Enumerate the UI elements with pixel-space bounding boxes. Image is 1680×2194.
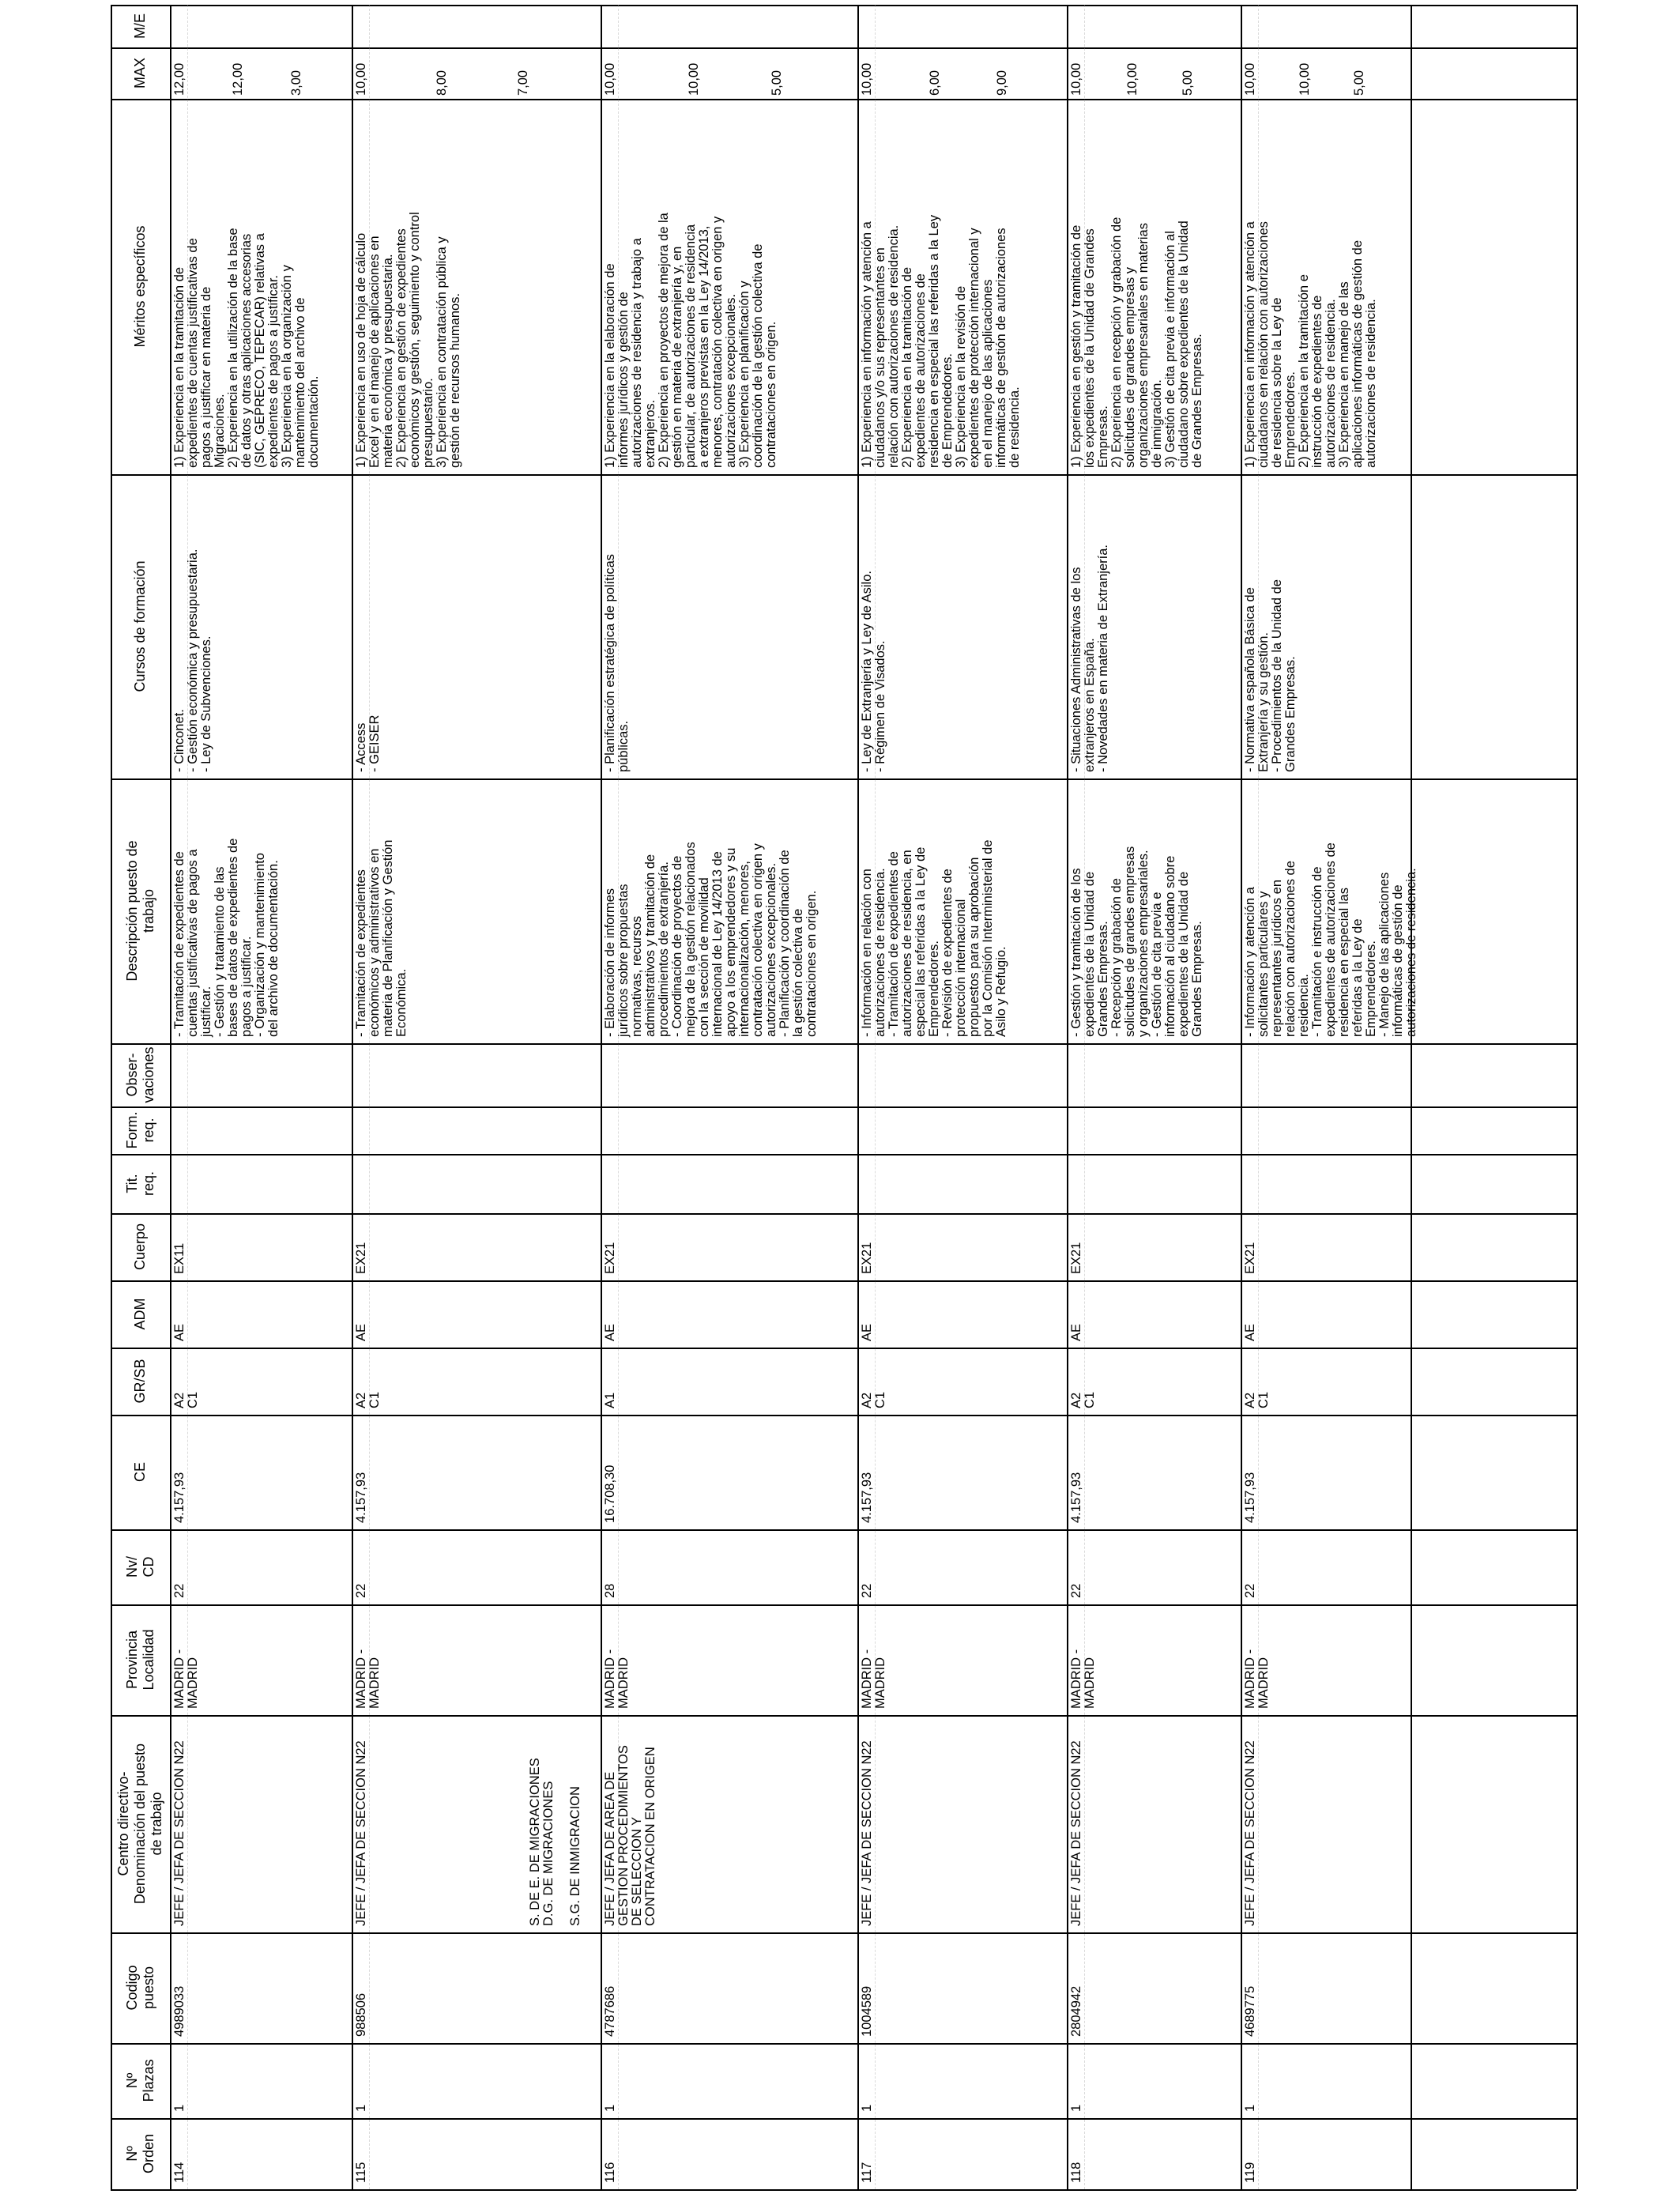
row-115-cursos-cell [352,474,601,778]
row-115-plazas-cell [352,2043,601,2118]
row-117-cursos-cell [857,474,1067,778]
header-grupo: GR/SB [132,1359,148,1404]
row-118-orden-cell [1067,2118,1241,2189]
row-116-ce: 16.708,30 [603,1465,617,1523]
row-114-max-2: 12,00 [231,62,245,96]
row-119-descripcion: - Información y atención a solicitantes particulares y representantes jurídicos en relación con autorizaciones de residencia. - Tramitación e instrucción de expedientes de autorizaciones de residencia en especial las referidas a la Ley de Emprendedores. - Manejo de las aplicaciones informáticas de gestión de autorizaciones de residencia. [1243,843,1418,1037]
row-118-orden: 118 [1069,2162,1083,2183]
row-116-cursos: - Planificación estratégica de políticas públicas. [603,553,631,772]
row-115-descripcion-cell [352,778,601,1043]
row-118-descripcion: - Gestión y tramitación de los expedientes de la Unidad de Grandes Empresas. - Recepción y grabación de solicitudes de grandes empresas y organizaciones empresariales. - Gestión de cita previa e información al ciudadano sobre expedientes de la Unidad de Grandes Empresas. [1069,846,1204,1037]
row-119-max-1-cell [1241,47,1295,99]
row-118-max-1: 10,00 [1069,62,1083,96]
row-115-max-2-cell [432,47,513,99]
row-118-centro-cell [1067,1715,1241,1932]
row-116-descripcion-cell [601,778,857,1043]
row-117-codigo: 1004589 [860,1985,874,2037]
row-119-codigo: 4689775 [1243,1985,1257,2037]
row-116-max-3-cell [767,47,851,99]
row-115-max-3-cell [514,47,594,99]
row-114-adm-cell [170,1280,352,1348]
row-119-orden-cell [1241,2118,1411,2189]
row-119-max-3: 5,00 [1352,70,1366,96]
row-117-nivel-cell [857,1529,1067,1604]
row-117-provincia: MADRID - MADRID [860,1649,887,1709]
row-114-grupo: A2 C1 [172,1391,200,1408]
row-118-centro: JEFE / JEFA DE SECCION N22 [1069,1740,1083,1926]
row-116-cursos-cell [601,474,857,778]
row-114-descripcion: - Tramitación de expedientes de cuentas justificativas de pagos a justificar. - Gestión y tratamiento de las bases de datos de expedientes de pagos a justificar. - Organización y mantenimiento del archivo de documentación. [172,838,281,1037]
header-max: MAX [132,58,148,89]
row-119-nivel-cell [1241,1529,1411,1604]
row-116-nivel-cell [601,1529,857,1604]
row-114-adm: AE [172,1323,186,1341]
row-116-orden-cell [601,2118,857,2189]
row-116-ce-cell [601,1415,857,1529]
row-118-max-3-cell [1178,47,1234,99]
header-tit: Tit. req. [123,1171,156,1197]
row-114-max-1: 12,00 [172,62,186,96]
header-obs: Obser- vaciones [123,1046,156,1103]
row-117-grupo-cell [857,1348,1067,1415]
header-meritos-cell [111,99,170,474]
row-119-cuerpo: EX21 [1243,1242,1257,1274]
row-118-descripcion-cell [1067,778,1241,1043]
row-118-max-2: 10,00 [1124,62,1139,96]
row-114-grupo-cell [170,1348,352,1415]
row-114-orden-cell [170,2118,352,2189]
row-114-codigo-cell [170,1932,352,2043]
row-115-plazas: 1 [354,2104,368,2112]
row-118-cuerpo-cell [1067,1213,1241,1280]
row-119-grupo-cell [1241,1348,1411,1415]
row-117-orden-cell [857,2118,1067,2189]
row-115-provincia: MADRID - MADRID [354,1649,382,1709]
row-118-plazas: 1 [1069,2104,1083,2112]
row-118-ce: 4.157,93 [1069,1472,1083,1523]
row-117-meritos-cell [857,99,1067,474]
row-115-cuerpo-cell [352,1213,601,1280]
row-118-max-3: 5,00 [1181,70,1196,96]
row-114-descripcion-cell [170,778,352,1043]
row-116-provincia-cell [601,1604,857,1715]
header-nivel-cell [111,1529,170,1604]
row-118-max-2-cell [1123,47,1179,99]
row-118-adm-cell [1067,1280,1241,1348]
header-orden: Nº Orden [123,2133,156,2174]
row-115-cursos: - Access - GEISER [354,714,382,772]
row-115-meritos: 1) Experiencia en uso de hoja de cálculo Excel y en el manejo de aplicaciones en materia económica y presupuestaria. 2) Experiencia en gestión de expedientes económicos y gestión, seguimiento y control presupuestario. 3) Experiencia en contratación pública y gestión de recursos humanos. [354,212,462,468]
row-118-max-1-cell [1067,47,1123,99]
header-adm-cell [111,1280,170,1348]
row-116-max-1: 10,00 [603,62,617,96]
row-119-adm-cell [1241,1280,1411,1348]
row-117-adm: AE [860,1323,874,1341]
row-119-max-3-cell [1350,47,1404,99]
row-118-cursos: - Situaciones Administrativas de los extranjeros en España. - Novedades en materia de Extranjería. [1069,545,1110,772]
row-118-codigo: 2804942 [1069,1985,1083,2037]
row-114-centro: JEFE / JEFA DE SECCION N22 [172,1740,186,1926]
row-117-orden: 117 [860,2162,874,2183]
row-115-codigo-cell [352,1932,601,2043]
row-114-ce: 4.157,93 [172,1472,186,1523]
row-119-plazas-cell [1241,2043,1411,2118]
row-118-grupo: A2 C1 [1069,1391,1097,1408]
header-adm: ADM [132,1298,148,1330]
row-117-descripcion-cell [857,778,1067,1043]
row-117-cuerpo-cell [857,1213,1067,1280]
row-114-cuerpo-cell [170,1213,352,1280]
header-obs-cell [111,1043,170,1106]
row-115-ce-cell [352,1415,601,1529]
row-114-meritos-cell [170,99,352,474]
row-118-cuerpo: EX21 [1069,1242,1083,1274]
row-116-provincia: MADRID - MADRID [603,1649,631,1709]
row-115-nivel: 22 [354,1583,368,1598]
header-me-cell [111,5,170,47]
row-117-max-2: 6,00 [927,70,942,96]
row-117-max-3: 9,00 [995,70,1010,96]
row-114-cursos-cell [170,474,352,778]
header-tit-cell [111,1154,170,1213]
row-114-cursos: - Cinconet. - Gestión económica y presupuestaria. - Ley de Subvenciones. [172,548,213,772]
row-115-max-1-cell [352,47,432,99]
row-116-meritos: 1) Experiencia en la elaboración de informes jurídicos y gestión de autorizaciones de residencia y trabajo a extranjeros. 2) Experiencia en proyectos de mejora de la gestión en materia de extranjería y, en particular, de autorizaciones de residencia a extranjeros previstas en la Ley 14/2013, menores, contratación colectiva en origen y autorizaciones excepcionales. 3) Experiencia en planificación y coordinación de la gestión colectiva de contrataciones en origen. [603,213,778,468]
row-114-plazas-cell [170,2043,352,2118]
row-117-plazas-cell [857,2043,1067,2118]
row-118-grupo-cell [1067,1348,1241,1415]
header-max-cell [111,47,170,99]
row-114-centro-cell [170,1715,352,1932]
header-form-cell [111,1106,170,1154]
row-116-codigo-cell [601,1932,857,2043]
row-118-adm: AE [1069,1323,1083,1341]
row-119-codigo-cell [1241,1932,1411,2043]
rule-line [111,1043,1576,1045]
header-descripcion: Descripción puesto de trabajo [123,840,156,982]
row-119-grupo: A2 C1 [1243,1391,1271,1408]
row-116-orden: 116 [603,2162,617,2183]
row-118-ce-cell [1067,1415,1241,1529]
row-119-provincia-cell [1241,1604,1411,1715]
row-118-codigo-cell [1067,1932,1241,2043]
row-116-centro: JEFE / JEFA DE AREA DE GESTION PROCEDIMIENTOS DE SELECCION Y CONTRATACION EN ORIGEN [603,1745,657,1926]
row-116-plazas: 1 [603,2104,617,2112]
row-115-provincia-cell [352,1604,601,1715]
header-meritos: Méritos específicos [132,225,148,348]
header-orden-cell [111,2118,170,2189]
row-118-cursos-cell [1067,474,1241,778]
header-ce: CE [132,1462,148,1483]
row-119-centro: JEFE / JEFA DE SECCION N22 [1243,1740,1257,1926]
row-117-max-3-cell [993,47,1060,99]
row-118-nivel-cell [1067,1529,1241,1604]
header-codigo-cell [111,1932,170,2043]
header-me: M/E [132,13,148,40]
row-116-nivel: 28 [603,1583,617,1598]
row-117-grupo: A2 C1 [860,1391,887,1408]
rule-line [111,1154,1576,1155]
row-115-orden: 115 [354,2162,368,2183]
row-116-max-2-cell [684,47,768,99]
row-116-cuerpo-cell [601,1213,857,1280]
row-117-adm-cell [857,1280,1067,1348]
header-form: Form. req. [123,1111,156,1149]
rule-line [111,2189,1576,2191]
header-cursos: Cursos de formación [132,560,148,692]
row-118-meritos-cell [1067,99,1241,474]
header-codigo: Codigo puesto [123,1965,156,2011]
row-115-orden-cell [352,2118,601,2189]
header-cuerpo-cell [111,1213,170,1280]
row-117-meritos: 1) Experiencia en información y atención a ciudadanos y/o sus representantes en relación con autorizaciones de residencia. 2) Experiencia en la tramitación de expedientes de autorizaciones de residencia en especial las referidas a la Ley de Emprendedores. 3) Experiencia en la revisión de expedientes de protección internacional y en el manejo de las aplicaciones informáticas de gestión de autorizaciones de residencia. [860,214,1022,468]
row-116-meritos-cell [601,99,857,474]
row-119-meritos-cell [1241,99,1411,474]
row-115-max-3: 7,00 [515,70,530,96]
row-115-descripcion: - Tramitación de expedientes económicos y administrativos en materia de Planificación y Gestión Económica. [354,839,409,1037]
row-114-provincia-cell [170,1604,352,1715]
row-116-max-2: 10,00 [686,62,701,96]
row-114-max-3-cell [287,47,345,99]
row-114-cuerpo: EX11 [172,1242,186,1274]
row-114-meritos: 1) Experiencia en la tramitación de expedientes de cuentas justificativas de pagos a justificar en materia de Migraciones. 2) Experiencia en la utilización de la base de datos y otras aplicaciones accesorias (SIC, GEPRECO, TEPECAR) relativas a expedientes de pagos a justificar. 3) Experiencia en la organización y mantenimiento del archivo de documentación. [172,228,321,468]
row-114-max-2-cell [228,47,287,99]
row-116-cuerpo: EX21 [603,1242,617,1274]
row-119-ce: 4.157,93 [1243,1472,1257,1523]
row-114-provincia: MADRID - MADRID [172,1649,200,1709]
row-115-centro: JEFE / JEFA DE SECCION N22 [354,1740,368,1926]
row-114-codigo: 4989033 [172,1985,186,2037]
row-114-max-3: 3,00 [289,70,303,96]
row-118-provincia-cell [1067,1604,1241,1715]
row-116-plazas-cell [601,2043,857,2118]
row-119-orden: 119 [1243,2162,1257,2183]
row-119-plazas: 1 [1243,2104,1257,2112]
row-115-grupo: A2 C1 [354,1391,382,1408]
row-116-adm: AE [603,1323,617,1341]
row-119-descripcion-cell [1241,778,1418,1043]
row-115-nivel-cell [352,1529,601,1604]
row-115-max-1: 10,00 [354,62,368,96]
row-115-adm: AE [354,1323,368,1341]
row-115-codigo: 988506 [354,1992,368,2037]
row-119-ce-cell [1241,1415,1411,1529]
row-116-max-1-cell [601,47,684,99]
row-115-adm-cell [352,1280,601,1348]
row-118-meritos: 1) Experiencia en gestión y tramitación de los expedientes de la Unidad de Grandes Empresas. 2) Experiencia en recepción y grabación de solicitudes de grandes empresas y organizaciones empresariales en materias de inmigración. 3) Gestión de cita previa e información al ciudadano sobre expedientes de la Unidad de Grandes Empresas. [1069,217,1204,468]
row-117-cursos: - Ley de Extranjería y Ley de Asilo. - Régimen de Visados. [860,571,887,772]
row-117-plazas: 1 [860,2104,874,2112]
row-117-ce: 4.157,93 [860,1472,874,1523]
row-118-provincia: MADRID - MADRID [1069,1649,1097,1709]
row-119-max-2-cell [1295,47,1350,99]
header-nivel: Nv/ CD [123,1556,156,1578]
row-117-centro-cell [857,1715,1067,1932]
header-centro-cell [111,1715,170,1932]
row-119-max-1: 10,00 [1243,62,1257,96]
row-116-grupo: A1 [603,1392,617,1408]
row-117-cuerpo: EX21 [860,1242,874,1274]
row-115-ce: 4.157,93 [354,1472,368,1523]
header-provincia-cell [111,1604,170,1715]
row-119-meritos: 1) Experiencia en información y atención a ciudadanos en relación con autorizaciones de residencia sobre la Ley de Emprendedores. 2) Experiencia en la tramitación e instrucción de expedientes de autorizaciones de residencia. 3) Experiencia en manejo de las aplicaciones informáticas de gestión de autorizaciones de residencia. [1243,221,1378,468]
header-cursos-cell [111,474,170,778]
row-114-plazas: 1 [172,2104,186,2112]
row-114-nivel-cell [170,1529,352,1604]
row-116-descripcion: - Elaboración de informes jurídicos sobre propuestas normativas, recursos administrativos y tramitación de procedimientos de extranjería. - Coordinación de proyectos de mejora de la gestión relacionados con la sección de movilidad internacional de Ley 14/2013 de apoyo a los emprendedores y su internacionalización, menores, contratación colectiva en origen y autorizaciones excepcionales. - Planificación y coordinación de la gestión colectiva de contrataciones en origen. [603,842,819,1037]
row-119-cursos: - Normativa española Básica de Extranjería y su gestión. - Procedimientos de la Unidad de Grandes Empresas. [1243,579,1298,772]
row-116-centro-heading: S. DE E. DE MIGRACIONES D.G. DE MIGRACIONES S.G. DE INMIGRACION [528,1758,582,1926]
row-118-plazas-cell [1067,2043,1241,2118]
row-119-nivel: 22 [1243,1583,1257,1598]
row-115-max-2: 8,00 [435,70,450,96]
row-117-max-2-cell [925,47,993,99]
header-cuerpo: Cuerpo [132,1223,148,1271]
row-117-max-1: 10,00 [860,62,874,96]
row-119-cuerpo-cell [1241,1213,1411,1280]
row-114-ce-cell [170,1415,352,1529]
header-grupo-cell [111,1348,170,1415]
row-117-ce-cell [857,1415,1067,1529]
row-114-nivel: 22 [172,1583,186,1598]
row-116-codigo: 4787686 [603,1985,617,2037]
row-116-adm-cell [601,1280,857,1348]
row-119-adm: AE [1243,1323,1257,1341]
header-descripcion-cell [111,778,170,1043]
rule-line [1576,5,1578,2189]
row-119-cursos-cell [1241,474,1411,778]
row-115-meritos-cell [352,99,601,474]
row-119-max-2: 10,00 [1298,62,1312,96]
row-117-descripcion: - Información en relación con autorizaciones de residencia. - Tramitación de expedientes de autorizaciones de residencia, en especial las referidas a la Ley de Emprendedores. - Revisión de expedientes de protección internacional propuestos para su aprobación por la Comisión Interministerial de Asilo y Refugio. [860,839,1008,1037]
row-115-grupo-cell [352,1348,601,1415]
row-116-centro-cell [601,1715,857,1932]
row-116-max-3: 5,00 [770,70,785,96]
row-119-provincia: MADRID - MADRID [1243,1649,1271,1709]
row-117-codigo-cell [857,1932,1067,2043]
row-117-centro: JEFE / JEFA DE SECCION N22 [860,1740,874,1926]
header-centro: Centro directivo- Denominación del puesto de trabajo [115,1743,164,1905]
row-118-nivel: 22 [1069,1583,1083,1598]
row-117-nivel: 22 [860,1583,874,1598]
row-116-centro-heading-cell [525,1715,601,1932]
row-114-orden: 114 [172,2162,186,2183]
rule-line [111,1106,1576,1108]
row-117-max-1-cell [857,47,925,99]
header-plazas-cell [111,2043,170,2118]
row-119-centro-cell [1241,1715,1411,1932]
header-provincia: Provincia Localidad [123,1629,156,1691]
header-plazas: Nº Plazas [123,2059,156,2102]
rule-line [111,5,1576,6]
row-117-provincia-cell [857,1604,1067,1715]
row-115-cuerpo: EX21 [354,1242,368,1274]
header-ce-cell [111,1415,170,1529]
row-114-max-1-cell [170,47,228,99]
row-116-grupo-cell [601,1348,857,1415]
